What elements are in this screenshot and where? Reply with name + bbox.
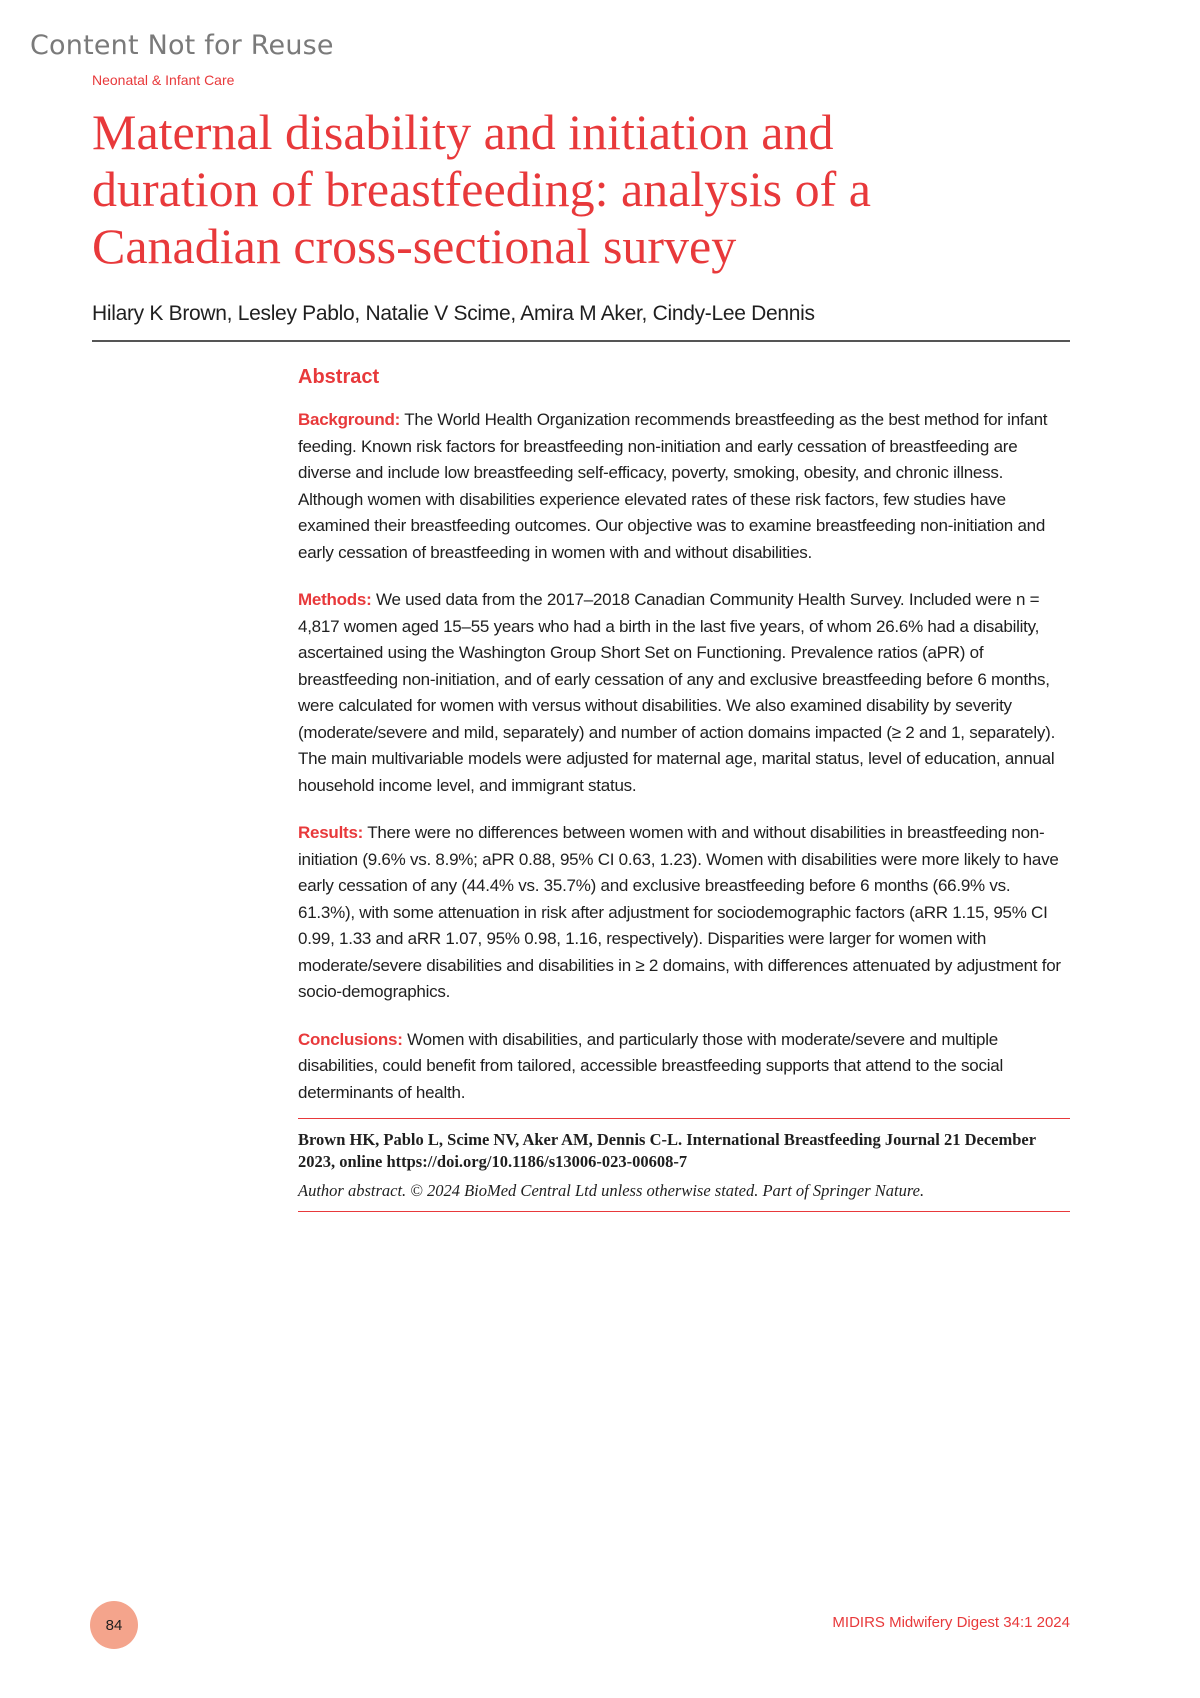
journal-footer: MIDIRS Midwifery Digest 34:1 2024: [832, 1614, 1070, 1631]
background-label: Background:: [298, 410, 401, 429]
methods-text: We used data from the 2017–2018 Canadian Community Health Survey. Included were n = 4,817 women aged 15–55 years who had a birth in the last five years, of whom 26.6% had a disability, ascertained using the Washington Group Short Set on Functioning. Prevalence ratios (aPR) of breastfeeding non-initiation, and of early cessation of any and exclusive breastfeeding before 6 months, were calculated for women with versus without disabilities. We also examined disability by severity (moderate/severe and mild, separately) and number of action domains impacted (≥ 2 and 1, separately). The main multivariable models were adjusted for maternal age, marital status, level of education, annual household income level, and immigrant status.: [298, 590, 1056, 795]
abstract-heading: Abstract: [298, 366, 380, 388]
header-divider: [92, 340, 1070, 342]
methods-label: Methods:: [298, 590, 372, 609]
results-label: Results:: [298, 823, 364, 842]
abstract-section: [298, 366, 1070, 1212]
citation-divider-top: [298, 1118, 1070, 1119]
page-number-badge: 84: [90, 1601, 138, 1649]
abstract-background: [298, 407, 1070, 566]
watermark: Content Not for Reuse: [30, 30, 334, 61]
abstract-methods: [298, 587, 1070, 799]
citation-divider-bottom: [298, 1211, 1070, 1212]
conclusions-label: Conclusions:: [298, 1029, 403, 1049]
background-text: The World Health Organization recommends breastfeeding as the best method for infant feeding. Known risk factors for breastfeeding non-initiation and early cessation of breastfeeding are diverse and include low breastfeeding self-efficacy, poverty, smoking, obesity, and chronic illness. Although women with disabilities experience elevated rates of these risk factors, few studies have examined their breastfeeding outcomes. Our objective was to examine breastfeeding non-initiation and early cessation of breastfeeding in women with and without disabilities.: [298, 410, 1048, 562]
abstract-conclusions: [298, 1027, 1070, 1107]
results-text: There were no differences between women with and without disabilities in breastfeeding non-initiation (9.6% vs. 8.9%; aPR 0.88, 95% CI 0.63, 1.23). Women with disabilities were more likely to have early cessation of any (44.4% vs. 35.7%) and exclusive breastfeeding before 6 months (66.9% vs. 61.3%), with some attenuation in risk after adjustment for sociodemographic factors (aRR 1.15, 95% CI 0.99, 1.33 and aRR 1.07, 95% 0.98, 1.16, respectively). Disparities were larger for women with moderate/severe disabilities and disabilities in ≥ 2 domains, with differences attenuated by adjustment for socio-demographics.: [298, 823, 1061, 1001]
abstract-results: [298, 820, 1070, 1006]
author-list: Hilary K Brown, Lesley Pablo, Natalie V Scime, Amira M Aker, Cindy-Lee Dennis: [92, 302, 815, 325]
copyright-notice: Author abstract. © 2024 BioMed Central Ltd unless otherwise stated. Part of Springer Nature.: [298, 1181, 925, 1200]
article-title: Maternal disability and initiation and duration of breastfeeding: analysis of a Canadian cross-sectional survey: [92, 104, 871, 274]
section-label: Neonatal & Infant Care: [92, 72, 235, 88]
conclusions-text: Women with disabilities, and particularly those with moderate/severe and multiple disabilities, could benefit from tailored, accessible breastfeeding supports that attend to the social determinants of health.: [298, 1029, 1003, 1102]
citation: Brown HK, Pablo L, Scime NV, Aker AM, Dennis C-L. International Breastfeeding Journal 21 December 2023, online https://doi.org/10.1186/s13006-023-00608-7: [298, 1130, 1036, 1171]
